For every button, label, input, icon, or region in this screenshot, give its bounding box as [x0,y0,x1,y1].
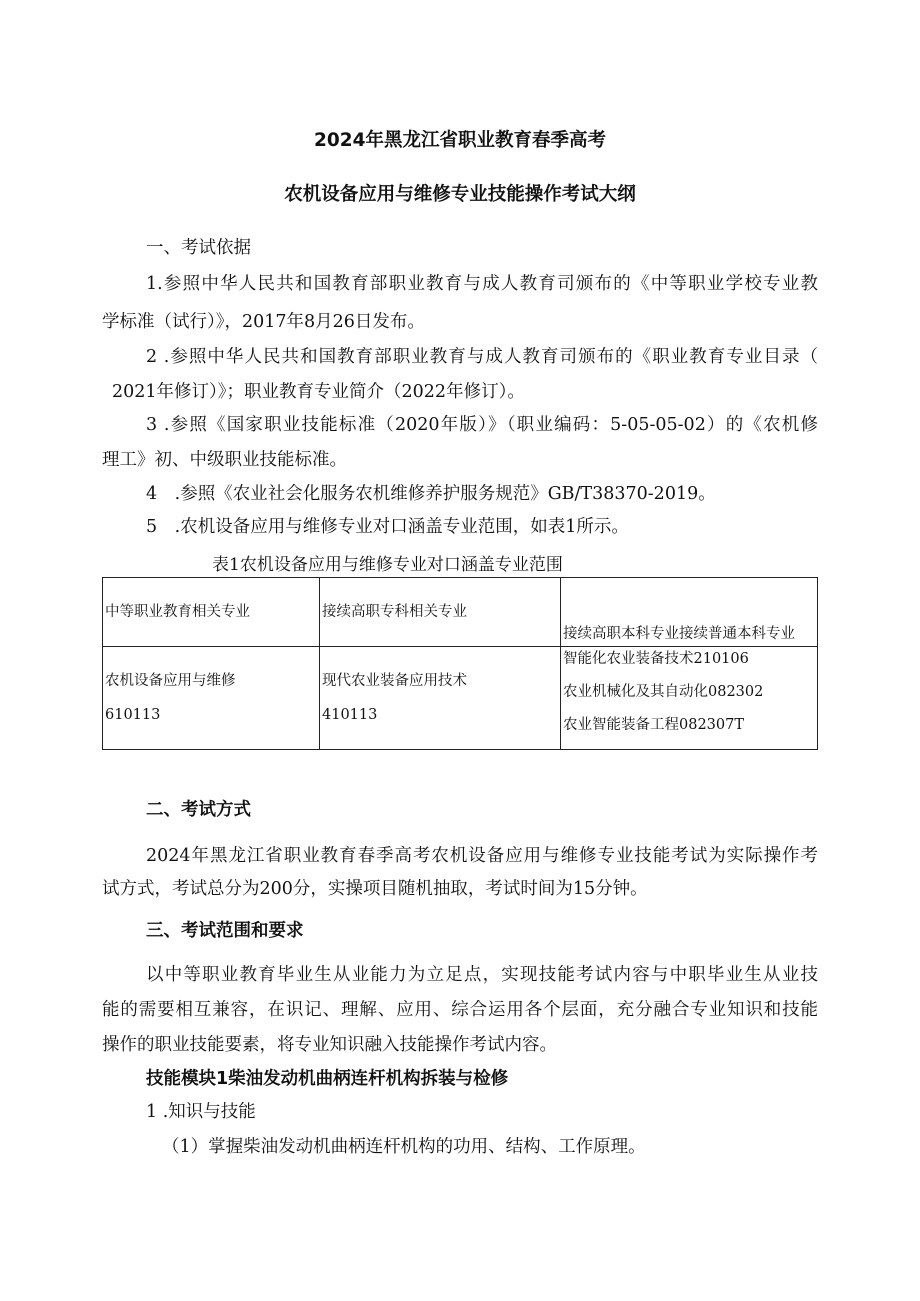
table-cell [103,647,320,750]
basis-item1-line2: 学标准（试行）》，2017年8月26日发布。 [102,312,425,332]
basis-item4: 4 .参照《农业社会化服务农机维修养护服务规范》GB/T38370-2019。 [146,484,716,504]
exam-method-line2: 试方式，考试总分为200分，实操项目随机抽取，考试时间为15分钟。 [102,879,648,899]
basis-item3-line1: 3 .参照《国家职业技能标准（2020年版）》（职业编码：5-05-05-02）的《农机修 [146,415,818,435]
table-cell [561,647,818,750]
module1-heading: 技能模块1柴油发动机曲柄连杆机构拆装与检修 [146,1069,509,1089]
exam-method-line1: 2024年黑龙江省职业教育春季高考农机设备应用与维修专业技能考试为实际操作考 [146,846,818,866]
undergrad-major: 农业智能装备工程082307T [563,717,745,733]
basis-item1-line1: 1.参照中华人民共和国教育部职业教育与成人教育司颁布的《中等职业学校专业教 [146,274,818,294]
major-code: 610113 [105,707,161,723]
header-secondary-vocational: 中等职业教育相关专业 [105,604,250,620]
undergrad-major: 智能化农业装备技术210106 [563,651,749,667]
major-code: 410113 [322,707,378,723]
scope-table [102,577,818,750]
major-name: 现代农业装备应用技术 [322,673,467,689]
scope-line2: 能的需要相互兼容，在识记、理解、应用、综合运用各个层面，充分融合专业知识和技能 [102,1000,818,1020]
table-caption: 表1农机设备应用与维修专业对口涵盖专业范围 [212,555,563,575]
scope-line3: 操作的职业技能要素，将专业知识融入技能操作考试内容。 [102,1035,557,1055]
header-higher-vocational: 接续高职专科相关专业 [322,604,467,620]
table-row [103,647,818,750]
section2-heading: 二、考试方式 [146,800,251,820]
doc-title-line1: 2024年黑龙江省职业教育春季高考 [314,130,606,151]
basis-item3-line2: 理工》初、中级职业技能标准。 [102,450,347,470]
table-cell [320,647,561,750]
scope-line1: 以中等职业教育毕业生从业能力为立足点，实现技能考试内容与中职毕业生从业技 [146,965,818,985]
basis-item5: 5 .农机设备应用与维修专业对口涵盖专业范围，如表1所示。 [146,517,629,537]
section3-heading: 三、考试范围和要求 [146,921,304,941]
section1-heading: 一、考试依据 [146,238,251,258]
header-undergraduate: 接续高职本科专业接续普通本科专业 [563,626,795,642]
doc-title-line2: 农机设备应用与维修专业技能操作考试大纲 [284,184,636,205]
table-header-cell [320,578,561,647]
table-header-row [103,578,818,647]
undergrad-major: 农业机械化及其自动化082302 [563,684,764,700]
table-header-cell [561,578,818,647]
basis-item2-line2: 2021年修订）》；职业教育专业简介（2022年修订）。 [112,382,525,402]
module1-item1: （1）掌握柴油发动机曲柄连杆机构的功用、结构、工作原理。 [162,1137,646,1157]
table-header-cell [103,578,320,647]
module1-subheading: 1 .知识与技能 [146,1102,256,1122]
basis-item2-line1: 2 .参照中华人民共和国教育部职业教育与成人教育司颁布的《职业教育专业目录（ [146,347,818,367]
major-name: 农机设备应用与维修 [105,673,236,689]
